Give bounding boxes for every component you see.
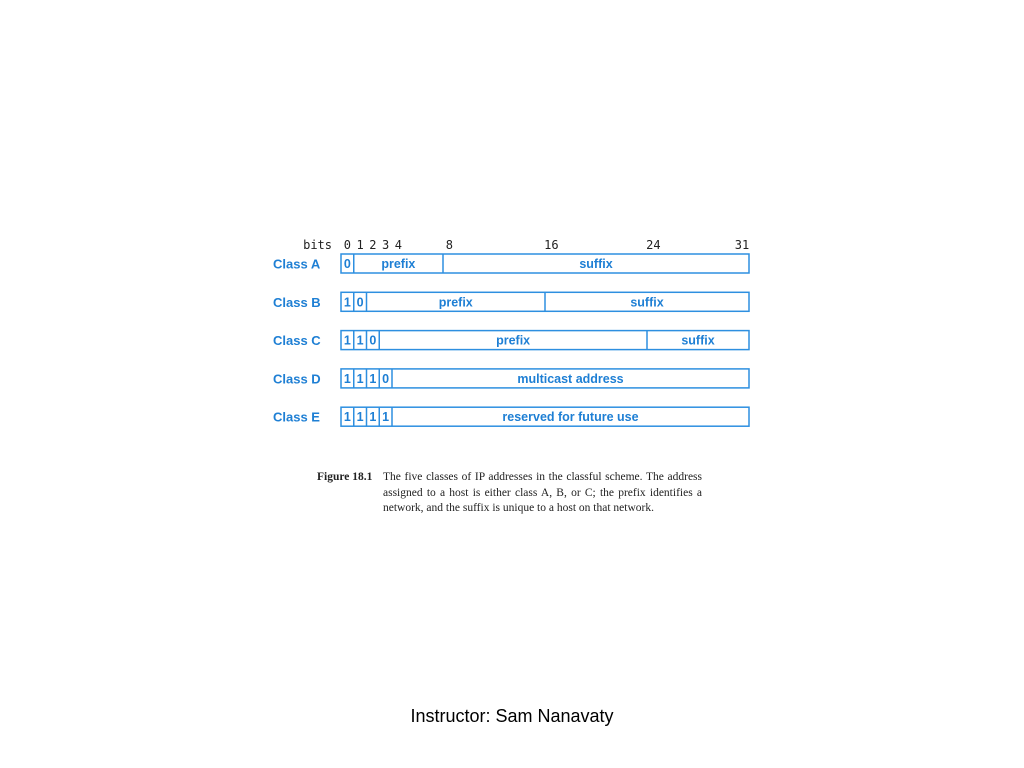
bit-value: 1 <box>343 410 351 425</box>
bit-value: 0 <box>369 333 377 348</box>
field-label: prefix <box>381 257 416 271</box>
bit-value: 1 <box>382 410 390 425</box>
bit-marker-3: 3 <box>382 238 390 252</box>
field-label: prefix <box>496 333 531 348</box>
class-row-class-c <box>273 331 749 350</box>
bit-marker-16: 16 <box>544 238 559 252</box>
bit-marker-4: 4 <box>394 238 402 252</box>
instructor-footer: Instructor: Sam Nanavaty <box>410 706 614 726</box>
bit-value: 0 <box>356 295 364 310</box>
class-name-label: Class E <box>273 409 320 425</box>
field-label: suffix <box>681 333 715 348</box>
bit-value: 0 <box>343 257 351 271</box>
class-name-label: Class C <box>273 333 321 349</box>
address-class-rows <box>273 254 749 426</box>
bit-value: 1 <box>343 295 351 310</box>
bit-value: 1 <box>356 410 364 425</box>
class-name-label: Class A <box>273 256 321 272</box>
field-label: prefix <box>438 295 473 310</box>
figure-caption-text: The five classes of IP addresses in the classful scheme. The address assigned to a host is either class A, B, or C; the prefix identifies a network, and the suffix is unique to a host on that network. <box>383 471 702 514</box>
class-row-class-b <box>273 292 749 311</box>
bit-marker-31: 31 <box>734 238 750 252</box>
bit-value: 1 <box>343 333 351 348</box>
bit-position-markers <box>344 238 749 252</box>
bit-value: 1 <box>356 333 364 348</box>
bit-marker-0: 0 <box>343 238 351 252</box>
bit-marker-8: 8 <box>445 238 453 252</box>
field-label: reserved for future use <box>502 410 639 425</box>
class-row-class-e <box>273 407 749 426</box>
bit-value: 0 <box>382 371 390 386</box>
class-row-class-d <box>273 369 749 388</box>
bits-axis-label: bits <box>303 238 332 252</box>
field-label: multicast address <box>517 371 624 386</box>
class-row-class-a <box>273 254 749 273</box>
bit-marker-24: 24 <box>646 238 661 252</box>
bit-value: 1 <box>369 371 377 386</box>
figure-label: Figure 18.1 <box>317 471 373 483</box>
field-label: suffix <box>630 295 664 310</box>
class-name-label: Class D <box>273 371 321 387</box>
field-label: suffix <box>579 257 613 271</box>
bit-value: 1 <box>343 371 351 386</box>
class-name-label: Class B <box>273 294 321 310</box>
figure-caption <box>317 470 702 517</box>
bit-marker-1: 1 <box>356 238 364 252</box>
bit-value: 1 <box>369 410 377 425</box>
bit-marker-2: 2 <box>369 238 377 252</box>
bit-value: 1 <box>356 371 364 386</box>
